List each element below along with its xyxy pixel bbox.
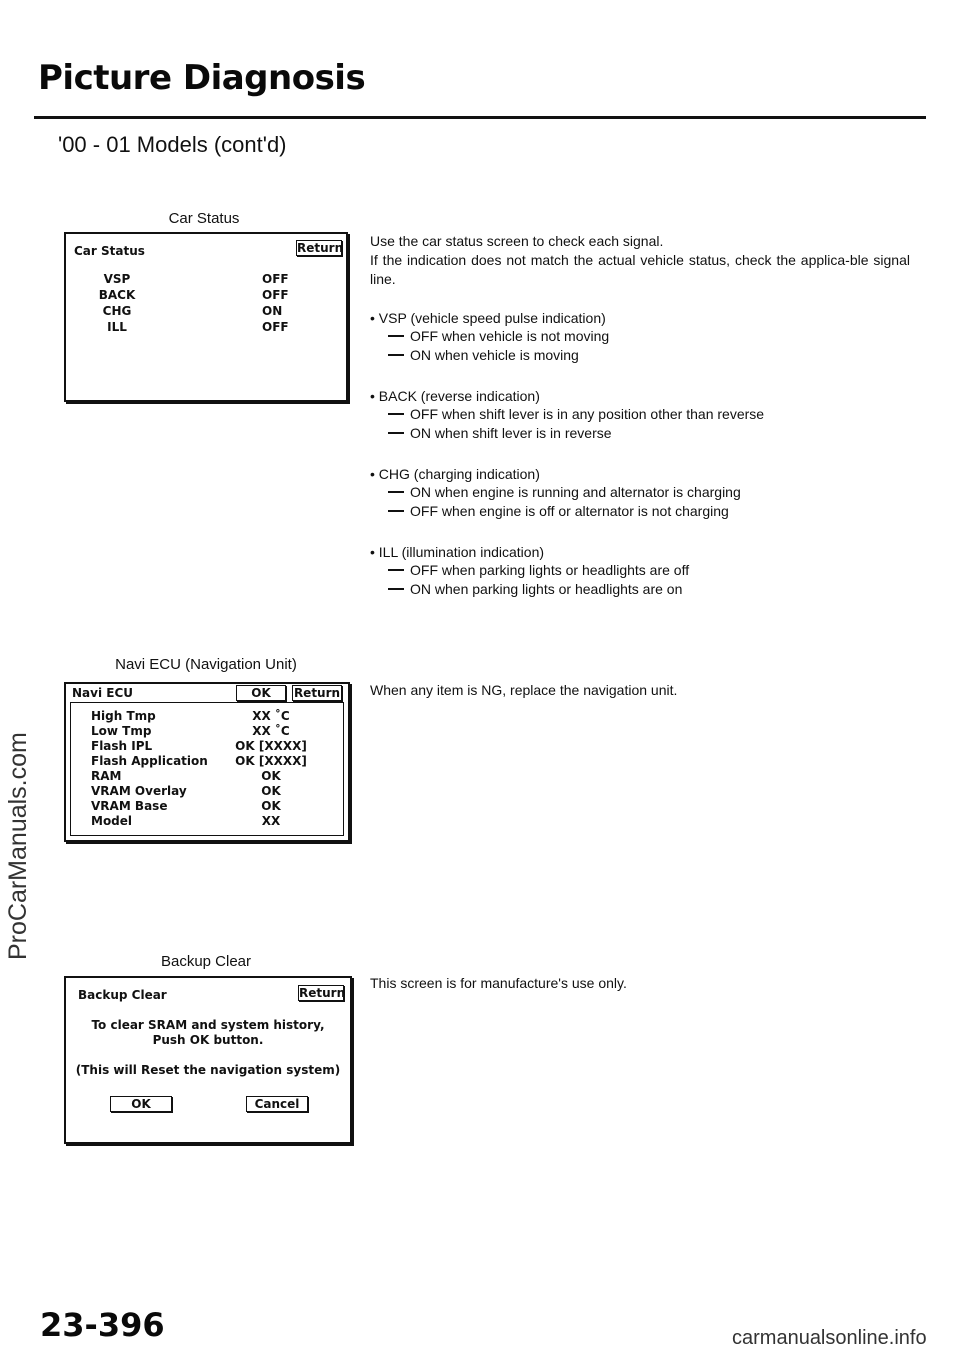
navi-ecu-note: When any item is NG, replace the navigation unit.: [370, 682, 678, 698]
intro-line: If the indication does not match the actual vehicle status, check the applica-ble signal line.: [370, 252, 910, 287]
bullet-item-chg: [370, 466, 930, 544]
ecu-row-high-tmp: [71, 709, 343, 724]
bullet-line: OFF when shift lever is in any position other than reverse: [388, 406, 930, 422]
ecu-key: Flash IPL: [91, 739, 153, 753]
return-button[interactable]: Return: [293, 686, 341, 700]
ecu-row-vram-base: [71, 799, 343, 814]
backup-clear-screen-title: Backup Clear: [78, 988, 167, 1002]
dash-mark: [388, 413, 404, 415]
dash-mark: [388, 335, 404, 337]
ecu-value: XX ˚C: [252, 724, 290, 738]
ecu-row-model: [71, 814, 343, 829]
dash-mark: [388, 510, 404, 512]
bullet-line: ON when engine is running and alternator is charging: [388, 484, 930, 500]
status-value: OFF: [262, 288, 289, 302]
status-row-back: [66, 288, 346, 304]
dash-mark: [388, 491, 404, 493]
ecu-value: XX: [261, 814, 281, 828]
ecu-value: OK [XXXX]: [235, 739, 307, 753]
bullet-heading: • BACK (reverse indication): [370, 388, 540, 404]
ecu-row-vram-overlay: [71, 784, 343, 799]
ecu-key: Model: [91, 814, 133, 828]
bullet-item-back: [370, 388, 930, 466]
bullet-line: ON when vehicle is moving: [388, 347, 930, 363]
backup-clear-screen: [64, 976, 352, 1144]
ecu-row-ram: [71, 769, 343, 784]
dash-mark: [388, 432, 404, 434]
status-key: VSP: [103, 272, 131, 286]
bullet-heading: • CHG (charging indication): [370, 466, 540, 482]
ecu-row-low-tmp: [71, 724, 343, 739]
cancel-button[interactable]: Cancel: [246, 1096, 308, 1112]
ecu-row-flash-application: [71, 754, 343, 769]
status-key: BACK: [98, 288, 136, 302]
bullet-heading: • ILL (illumination indication): [370, 544, 545, 560]
side-watermark: ProCarManuals.com: [4, 732, 32, 960]
status-value: OFF: [262, 320, 289, 334]
intro-line: Use the car status screen to check each signal.: [370, 233, 664, 249]
navi-ecu-data-panel: [70, 702, 344, 836]
status-value: ON: [262, 304, 283, 318]
car-status-caption: Car Status: [168, 210, 240, 227]
navi-ecu-screen-title: Navi ECU: [72, 686, 134, 700]
bullet-line: ON when parking lights or headlights are on: [388, 581, 930, 597]
ecu-key: VRAM Overlay: [91, 784, 187, 798]
ecu-key: Low Tmp: [91, 724, 152, 738]
ecu-key: Flash Application: [91, 754, 208, 768]
ok-button[interactable]: OK: [236, 685, 286, 701]
section-subtitle: '00 - 01 Models (cont'd): [58, 132, 287, 157]
dash-mark: [388, 588, 404, 590]
ecu-key: RAM: [91, 769, 122, 783]
backup-clear-warning: (This will Reset the navigation system): [75, 1063, 341, 1077]
bullet-heading: • VSP (vehicle speed pulse indication): [370, 310, 606, 326]
backup-clear-caption: Backup Clear: [160, 953, 252, 970]
bullet-item-vsp: [370, 310, 930, 388]
status-row-chg: [66, 304, 346, 320]
ecu-row-flash-ipl: [71, 739, 343, 754]
ecu-value: XX ˚C: [252, 709, 290, 723]
car-status-screen-title: Car Status: [74, 244, 145, 258]
status-key: CHG: [102, 304, 132, 318]
status-row-vsp: [66, 272, 346, 288]
ok-button[interactable]: OK: [110, 1096, 172, 1112]
page-number: 23-396: [40, 1306, 165, 1344]
navi-ecu-caption: Navi ECU (Navigation Unit): [115, 656, 297, 673]
ecu-value: OK: [261, 799, 281, 813]
ecu-key: High Tmp: [91, 709, 156, 723]
car-status-intro: [370, 232, 910, 289]
bullet-line: OFF when parking lights or headlights are off: [388, 562, 930, 578]
status-value: OFF: [262, 272, 289, 286]
backup-clear-message: Push OK button.: [152, 1033, 264, 1047]
ecu-key: VRAM Base: [91, 799, 168, 813]
dash-mark: [388, 354, 404, 356]
ecu-value: OK: [261, 769, 281, 783]
bullet-item-ill: [370, 544, 930, 622]
ecu-value: OK: [261, 784, 281, 798]
return-button[interactable]: Return: [297, 241, 344, 255]
title-divider: [34, 116, 926, 119]
car-status-screen: [64, 232, 348, 402]
footer-watermark: carmanualsonline.info: [732, 1327, 927, 1349]
return-button[interactable]: Return: [299, 986, 346, 1000]
status-key: ILL: [107, 320, 127, 334]
bullet-line: ON when shift lever is in reverse: [388, 425, 930, 441]
status-row-ill: [66, 320, 346, 336]
signal-bullet-list: [370, 310, 930, 622]
bullet-line: OFF when engine is off or alternator is not charging: [388, 503, 930, 519]
backup-clear-note: This screen is for manufacture's use only.: [370, 975, 627, 991]
ecu-value: OK [XXXX]: [235, 754, 307, 768]
navi-ecu-screen: [64, 682, 350, 842]
dash-mark: [388, 569, 404, 571]
bullet-line: OFF when vehicle is not moving: [388, 328, 930, 344]
page-title: Picture Diagnosis: [38, 58, 366, 98]
backup-clear-message: To clear SRAM and system history,: [91, 1018, 325, 1032]
